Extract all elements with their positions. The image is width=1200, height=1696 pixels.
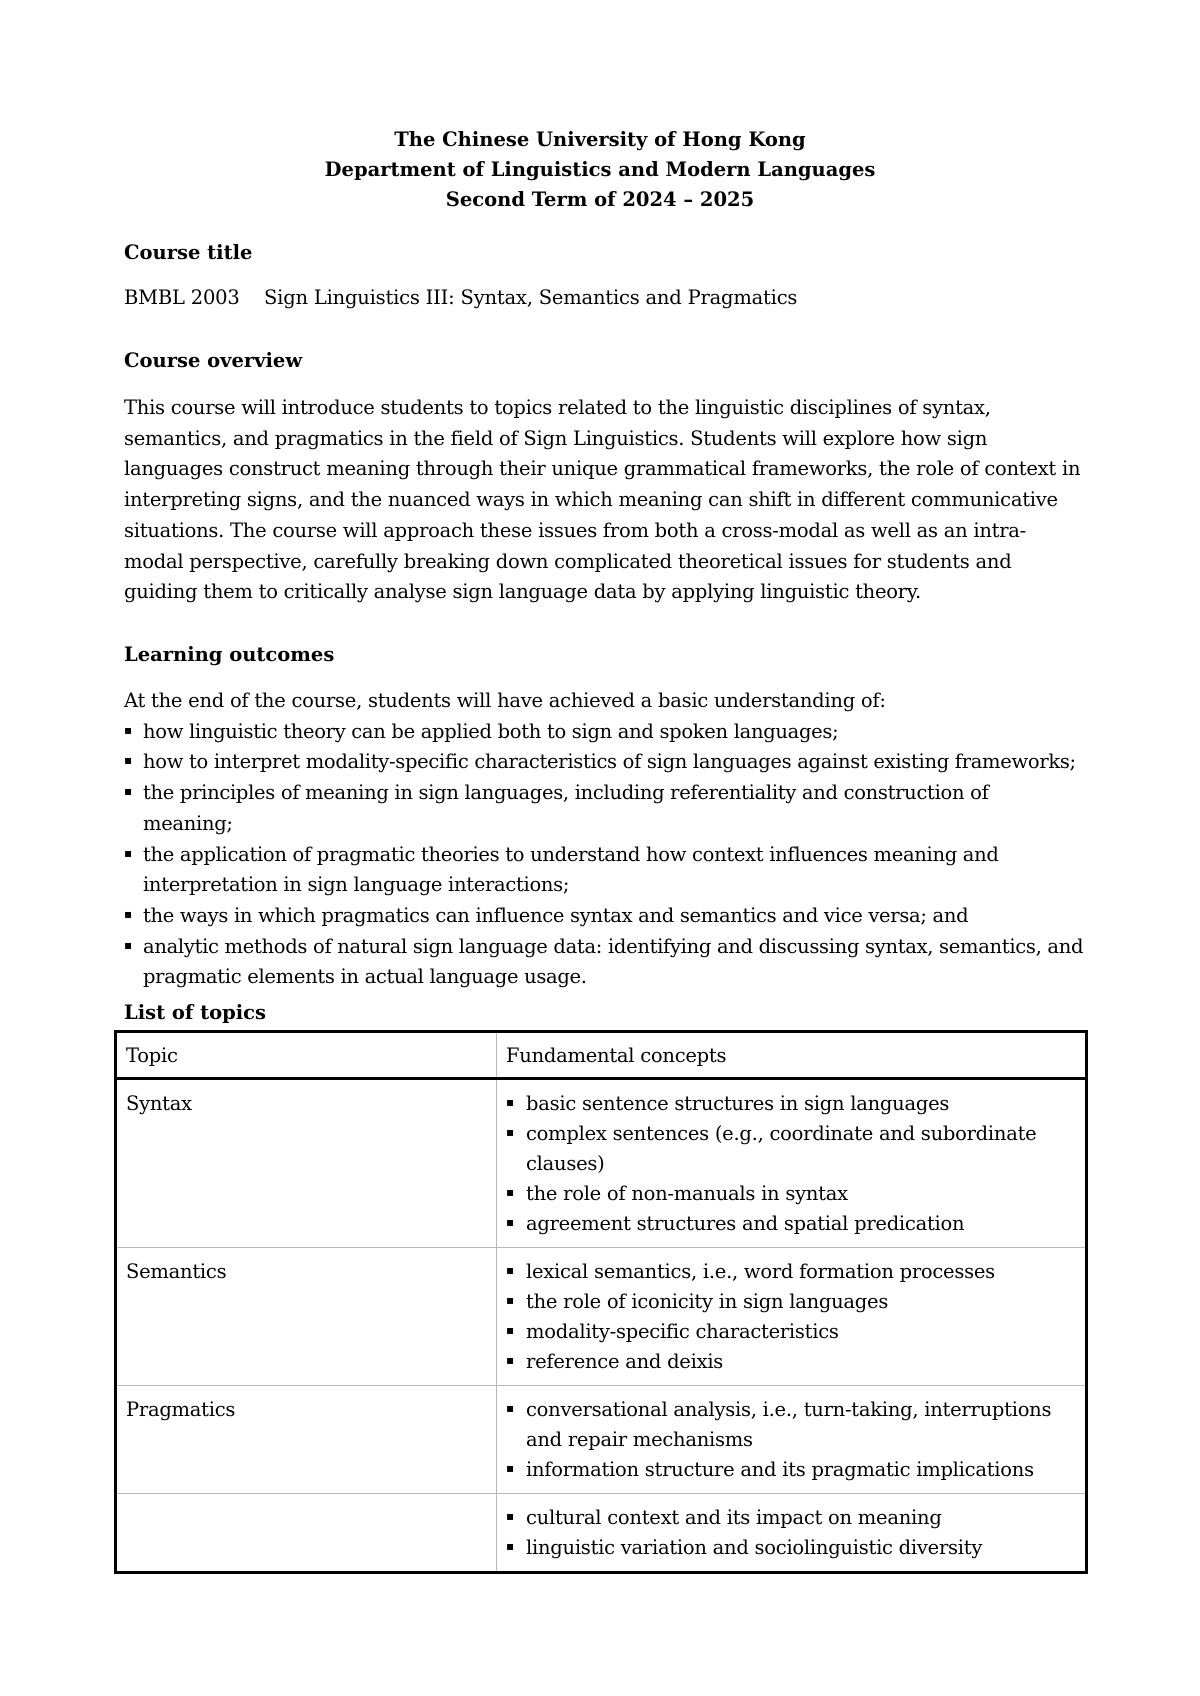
concepts-list [506, 1395, 1077, 1485]
bullet-icon: ▪ [506, 1095, 514, 1109]
concept-text: conversational analysis, i.e., turn-taking, interruptions and repair mechanisms [526, 1398, 1052, 1451]
bullet-icon: ▪ [124, 784, 132, 799]
university-name: The Chinese University of Hong Kong [394, 128, 806, 151]
table-row [116, 1494, 1087, 1573]
learning-outcomes-heading: Learning outcomes [124, 643, 335, 666]
concept-text: the role of non-manuals in syntax [526, 1182, 848, 1205]
learning-outcomes-list [124, 717, 1084, 993]
learning-outcome-item [124, 932, 1084, 993]
learning-outcome-text: how linguistic theory can be applied both to sign and spoken languages; [143, 719, 839, 743]
bullet-icon: ▪ [506, 1401, 514, 1415]
concept-item [506, 1257, 1077, 1287]
concepts-cell [497, 1248, 1087, 1386]
table-header-row [116, 1032, 1087, 1079]
topics-heading: List of topics [124, 1001, 266, 1024]
bullet-icon: ▪ [124, 906, 132, 921]
column-header-topic: Topic [116, 1032, 497, 1079]
bullet-icon: ▪ [506, 1353, 514, 1367]
concept-text: linguistic variation and sociolinguistic diversity [526, 1536, 983, 1559]
concept-text: modality-specific characteristics [526, 1320, 839, 1343]
learning-outcome-text: the application of pragmatic theories to understand how context influences meaning and interpretation in sign language interactions; [143, 842, 999, 897]
learning-outcome-item [124, 901, 1084, 932]
learning-outcome-text: the ways in which pragmatics can influence syntax and semantics and vice versa; and [143, 903, 969, 927]
course-overview-heading: Course overview [124, 349, 303, 372]
table-row [116, 1079, 1087, 1248]
concept-text: reference and deixis [526, 1350, 724, 1373]
department-name: Department of Linguistics and Modern Languages [324, 158, 876, 181]
concept-text: the role of iconicity in sign languages [526, 1290, 889, 1313]
learning-outcome-text: how to interpret modality-specific characteristics of sign languages against existing frameworks; [143, 750, 1076, 774]
concept-item [506, 1089, 1077, 1119]
course-name: Sign Linguistics III: Syntax, Semantics and Pragmatics [264, 286, 798, 309]
concepts-list [506, 1089, 1077, 1239]
topic-cell: Syntax [116, 1079, 497, 1248]
concept-text: cultural context and its impact on meaning [526, 1506, 942, 1529]
learning-outcomes-intro: At the end of the course, students will have achieved a basic understanding of: [124, 689, 886, 712]
concepts-cell [497, 1079, 1087, 1248]
course-title-line [124, 283, 1084, 313]
bullet-icon: ▪ [124, 722, 132, 737]
learning-outcome-item [124, 717, 1084, 748]
course-title-heading: Course title [124, 241, 253, 264]
concepts-cell [497, 1386, 1087, 1494]
learning-outcome-item [124, 840, 1084, 901]
bullet-icon: ▪ [124, 845, 132, 860]
bullet-icon: ▪ [506, 1125, 514, 1139]
learning-outcome-item [124, 747, 1084, 778]
bullet-icon: ▪ [506, 1323, 514, 1337]
learning-outcomes-section [124, 686, 1084, 993]
bullet-icon: ▪ [506, 1461, 514, 1475]
concept-item [506, 1503, 1077, 1533]
course-overview-text: This course will introduce students to topics related to the linguistic disciplines of syntax, semantics, and pragmatics in the field of Sign Linguistics. Students will explore how sign languages construct meaning through their unique grammatical frameworks, the role of context in interpreting signs, and the nuanced ways in which meaning can shift in different communicative situations. The course will approach these issues from both a cross-modal as well as an intra-modal perspective, carefully breaking down complicated theoretical issues for students and guiding them to critically analyse sign language data by applying linguistic theory. [124, 396, 1081, 604]
term-label: Second Term of 2024 – 2025 [445, 188, 755, 211]
concept-item [506, 1179, 1077, 1209]
column-header-concepts: Fundamental concepts [497, 1032, 1087, 1079]
bullet-icon: ▪ [506, 1185, 514, 1199]
learning-outcome-text: the principles of meaning in sign languages, including referentiality and construction of meaning; [143, 781, 989, 835]
concepts-list [506, 1257, 1077, 1377]
concept-item [506, 1209, 1077, 1239]
concept-text: agreement structures and spatial predication [526, 1212, 965, 1235]
concept-text: information structure and its pragmatic implications [526, 1458, 1034, 1481]
table-row [116, 1386, 1087, 1494]
concept-item [506, 1533, 1077, 1563]
bullet-icon: ▪ [124, 937, 132, 952]
bullet-icon: ▪ [506, 1293, 514, 1307]
learning-outcome-item [124, 778, 1084, 839]
bullet-icon: ▪ [124, 753, 132, 768]
document-header [0, 125, 1200, 215]
concept-text: lexical semantics, i.e., word formation processes [526, 1260, 995, 1283]
concept-item [506, 1455, 1077, 1485]
course-code: BMBL 2003 [124, 286, 240, 309]
bullet-icon: ▪ [506, 1539, 514, 1553]
topic-cell [116, 1494, 497, 1573]
concept-text: complex sentences (e.g., coordinate and subordinate clauses) [526, 1122, 1037, 1175]
bullet-icon: ▪ [506, 1215, 514, 1229]
bullet-icon: ▪ [506, 1263, 514, 1277]
bullet-icon: ▪ [506, 1509, 514, 1523]
concept-item [506, 1317, 1077, 1347]
topic-cell: Pragmatics [116, 1386, 497, 1494]
topics-table [114, 1030, 1088, 1574]
concept-item [506, 1287, 1077, 1317]
concept-item [506, 1395, 1077, 1455]
concepts-cell [497, 1494, 1087, 1573]
concepts-list [506, 1503, 1077, 1563]
topic-cell: Semantics [116, 1248, 497, 1386]
table-row [116, 1248, 1087, 1386]
concept-item [506, 1347, 1077, 1377]
concept-item [506, 1119, 1077, 1179]
learning-outcome-text: analytic methods of natural sign language data: identifying and discussing syntax, semantics, and pragmatic elements in actual language usage. [143, 934, 1084, 989]
concept-text: basic sentence structures in sign languages [526, 1092, 950, 1115]
